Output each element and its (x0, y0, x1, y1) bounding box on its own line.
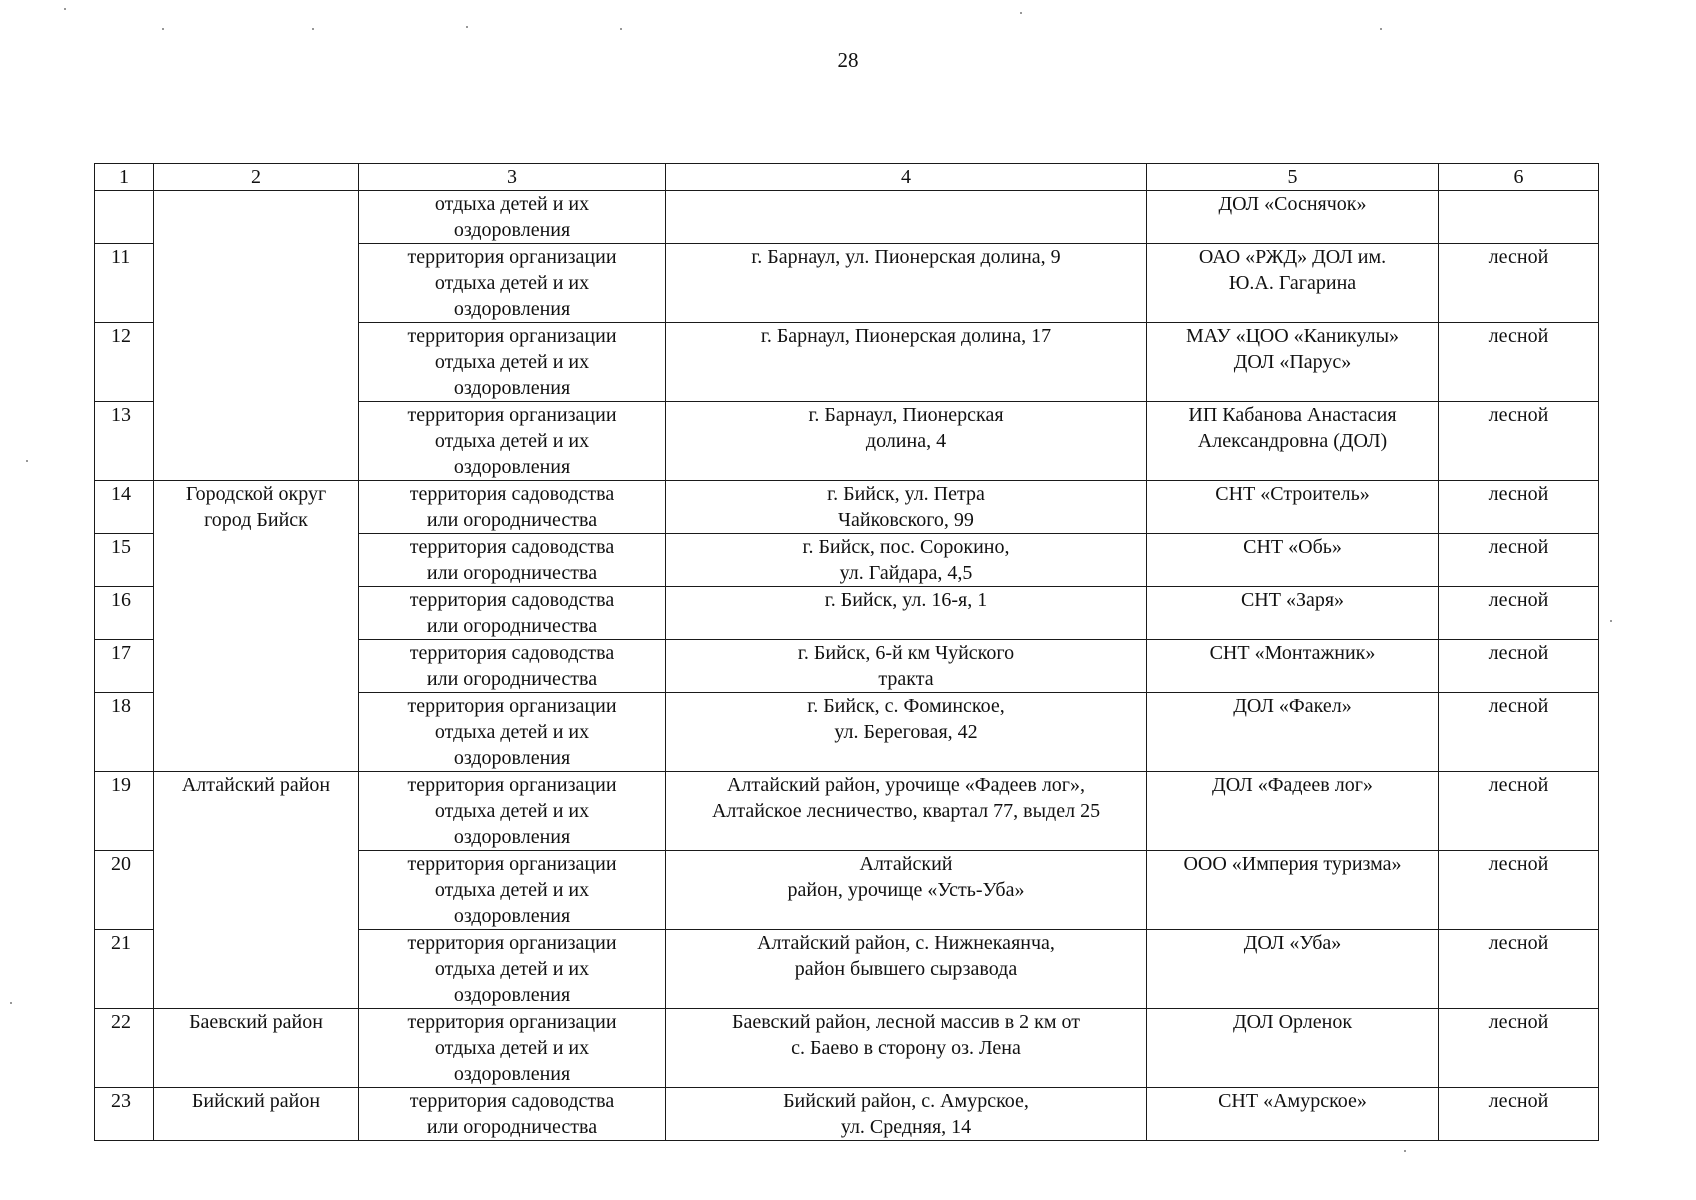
territory-type-cell: территория организации отдыха детей и их оздоровления (359, 1009, 666, 1088)
scan-speck (312, 28, 314, 30)
address-cell: г. Барнаул, ул. Пионерская долина, 9 (666, 244, 1147, 323)
forest-type-cell: лесной (1439, 772, 1599, 851)
territory-type-cell: территория организации отдыха детей и их оздоровления (359, 930, 666, 1009)
row-number: 16 (95, 587, 154, 640)
forest-type-cell: лесной (1439, 323, 1599, 402)
scan-speck (26, 460, 28, 462)
column-number: 3 (359, 164, 666, 191)
forest-type-cell: лесной (1439, 930, 1599, 1009)
table-row (95, 191, 1599, 244)
organization-cell: ДОЛ «Фадеев лог» (1147, 772, 1439, 851)
organization-cell: СНТ «Заря» (1147, 587, 1439, 640)
row-number: 14 (95, 481, 154, 534)
column-number: 2 (154, 164, 359, 191)
row-number: 19 (95, 772, 154, 851)
row-number: 13 (95, 402, 154, 481)
territory-type-cell: территория организации отдыха детей и их оздоровления (359, 244, 666, 323)
territory-type-cell: территория организации отдыха детей и их оздоровления (359, 693, 666, 772)
scan-speck (10, 1002, 12, 1004)
organization-cell: МАУ «ЦОО «Каникулы» ДОЛ «Парус» (1147, 323, 1439, 402)
scan-speck (1380, 28, 1382, 30)
address-cell: г. Бийск, 6-й км Чуйского тракта (666, 640, 1147, 693)
organization-cell: ДОЛ «Соснячок» (1147, 191, 1439, 244)
scan-speck (162, 28, 164, 30)
territory-type-cell: отдыха детей и их оздоровления (359, 191, 666, 244)
column-number: 4 (666, 164, 1147, 191)
row-number: 11 (95, 244, 154, 323)
row-number: 22 (95, 1009, 154, 1088)
page-number: 28 (837, 48, 859, 72)
row-number: 20 (95, 851, 154, 930)
forest-type-cell: лесной (1439, 244, 1599, 323)
territory-type-cell: территория организации отдыха детей и их оздоровления (359, 772, 666, 851)
forest-type-cell: лесной (1439, 851, 1599, 930)
address-cell (666, 191, 1147, 244)
forest-type-cell: лесной (1439, 1088, 1599, 1141)
forest-type-cell: лесной (1439, 1009, 1599, 1088)
organization-cell: ОАО «РЖД» ДОЛ им. Ю.А. Гагарина (1147, 244, 1439, 323)
row-number (95, 191, 154, 244)
scan-speck (466, 26, 468, 28)
forest-type-cell: лесной (1439, 402, 1599, 481)
address-cell: г. Бийск, пос. Сорокино, ул. Гайдара, 4,5 (666, 534, 1147, 587)
row-number: 12 (95, 323, 154, 402)
territory-type-cell: территория садоводства или огородничества (359, 1088, 666, 1141)
forest-type-cell: лесной (1439, 640, 1599, 693)
scan-speck (1404, 1150, 1406, 1152)
table-row (95, 481, 1599, 534)
territory-type-cell: территория садоводства или огородничества (359, 534, 666, 587)
territory-type-cell: территория садоводства или огородничества (359, 481, 666, 534)
district-cell (154, 191, 359, 481)
forest-type-cell: лесной (1439, 481, 1599, 534)
district-cell: Алтайский район (154, 772, 359, 1009)
row-number: 23 (95, 1088, 154, 1141)
row-number: 15 (95, 534, 154, 587)
territory-type-cell: территория организации отдыха детей и их оздоровления (359, 402, 666, 481)
row-number: 18 (95, 693, 154, 772)
address-cell: г. Бийск, ул. Петра Чайковского, 99 (666, 481, 1147, 534)
table-row (95, 772, 1599, 851)
organization-cell: СНТ «Монтажник» (1147, 640, 1439, 693)
scan-speck (1020, 12, 1022, 14)
address-cell: Алтайский район, с. Нижнекаянча, район бывшего сырзавода (666, 930, 1147, 1009)
organization-cell: ДОЛ «Уба» (1147, 930, 1439, 1009)
address-cell: г. Барнаул, Пионерская долина, 17 (666, 323, 1147, 402)
forest-type-cell: лесной (1439, 693, 1599, 772)
forest-type-cell: лесной (1439, 587, 1599, 640)
scan-speck (64, 8, 66, 10)
territory-type-cell: территория садоводства или огородничества (359, 587, 666, 640)
forest-type-cell: лесной (1439, 534, 1599, 587)
organization-cell: СНТ «Строитель» (1147, 481, 1439, 534)
column-number: 1 (95, 164, 154, 191)
territory-type-cell: территория организации отдыха детей и их оздоровления (359, 323, 666, 402)
forest-type-cell (1439, 191, 1599, 244)
organization-cell: ИП Кабанова Анастасия Александровна (ДОЛ) (1147, 402, 1439, 481)
table-row (95, 1088, 1599, 1141)
organization-cell: ДОЛ Орленок (1147, 1009, 1439, 1088)
table-row (95, 1009, 1599, 1088)
address-cell: г. Бийск, ул. 16-я, 1 (666, 587, 1147, 640)
column-number: 5 (1147, 164, 1439, 191)
district-cell: Бийский район (154, 1088, 359, 1141)
scan-speck (620, 28, 622, 30)
address-cell: г. Бийск, с. Фоминское, ул. Береговая, 42 (666, 693, 1147, 772)
fire-hazard-territories-table (94, 163, 1599, 1141)
district-cell: Баевский район (154, 1009, 359, 1088)
address-cell: Баевский район, лесной массив в 2 км от с. Баево в сторону оз. Лена (666, 1009, 1147, 1088)
address-cell: Алтайский район, урочище «Усть-Уба» (666, 851, 1147, 930)
address-cell: г. Барнаул, Пионерская долина, 4 (666, 402, 1147, 481)
address-cell: Алтайский район, урочище «Фадеев лог», Алтайское лесничество, квартал 77, выдел 25 (666, 772, 1147, 851)
row-number: 17 (95, 640, 154, 693)
row-number: 21 (95, 930, 154, 1009)
district-cell: Городской округ город Бийск (154, 481, 359, 772)
scan-speck (1610, 620, 1612, 622)
column-number-row (95, 164, 1599, 191)
organization-cell: ДОЛ «Факел» (1147, 693, 1439, 772)
organization-cell: СНТ «Обь» (1147, 534, 1439, 587)
address-cell: Бийский район, с. Амурское, ул. Средняя, 14 (666, 1088, 1147, 1141)
organization-cell: ООО «Империя туризма» (1147, 851, 1439, 930)
column-number: 6 (1439, 164, 1599, 191)
territory-type-cell: территория садоводства или огородничества (359, 640, 666, 693)
organization-cell: СНТ «Амурское» (1147, 1088, 1439, 1141)
territory-type-cell: территория организации отдыха детей и их оздоровления (359, 851, 666, 930)
